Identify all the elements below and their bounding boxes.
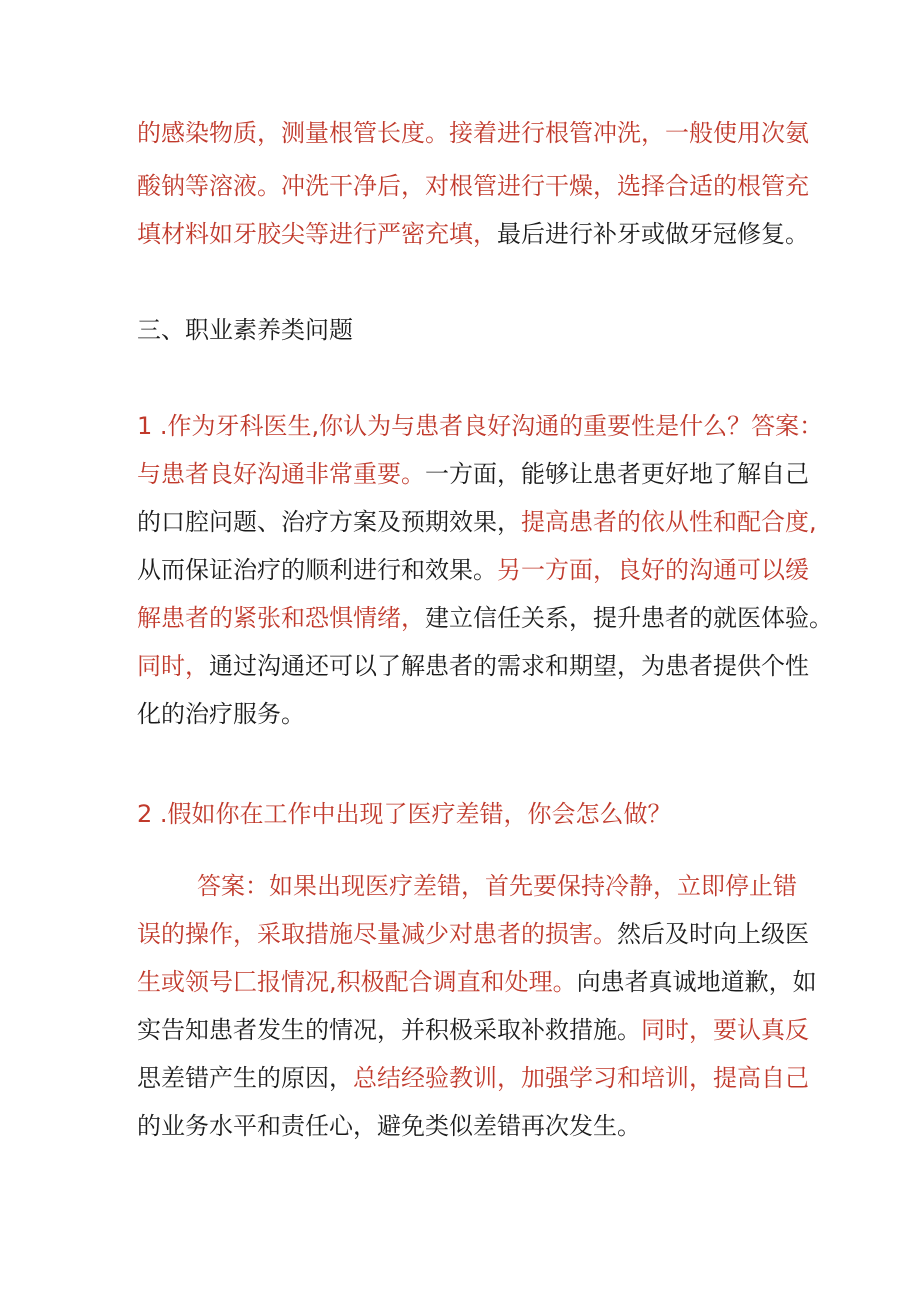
paragraph-line (137, 459, 809, 489)
paragraph-line (137, 603, 833, 633)
text-run: 的业务水平和责任心， (137, 1112, 377, 1140)
text-run: 解患者的紧张和恐惧情绪， (137, 604, 425, 632)
text-run: 通过沟通还可以了解患者的需求和期望，为患者提供个性 (209, 652, 809, 680)
text-run: 实告知患者发生的情况，并积极采取补救措施。 (137, 1016, 641, 1044)
text-run: 如果出现医疗差错，首先要保持冷静，立即停止错 (269, 872, 797, 900)
text-run: 避免类似差错再次发生。 (377, 1112, 641, 1140)
text-run: 冲洗干净后，对根管进行干燥，选择合适的根管充 (281, 172, 809, 200)
text-run: 然后及时向上级医 (617, 920, 809, 948)
text-run: 同时，要认真反 (641, 1016, 809, 1044)
question-text: 2 .假如你在工作中出现了医疗差错，你会怎么做？ (137, 800, 672, 828)
text-run: 填材料如牙胶尖等进行严密充填， (137, 220, 497, 248)
text-run: 1 .作为牙科医生,你认为与患者良好沟通的重要性是什么？答案： (137, 412, 824, 440)
text-run: 建立信任关系，提升患者的就医体验。 (425, 604, 833, 632)
question-line (137, 799, 797, 829)
text-run: 提高患者的依从性和配合度, (521, 508, 817, 536)
text-run: 向患者真诚地道歉，如 (576, 968, 817, 996)
text-run: 思差错产生的原因， (137, 1064, 353, 1092)
paragraph-line (137, 219, 809, 249)
text-run: 一方面，能够让患者更好地了解自己 (425, 460, 809, 488)
text-run: 与患者良好沟通非常重要。 (137, 460, 425, 488)
paragraph-line (137, 171, 809, 201)
paragraph-line (137, 967, 817, 997)
paragraph-line (137, 919, 809, 949)
paragraph-line (137, 651, 809, 681)
section-heading (137, 315, 797, 345)
text-run: 答案： (197, 872, 269, 900)
text-run: 的口腔问题、治疗方案及预期效果， (137, 508, 521, 536)
text-run: 酸钠等溶液。 (137, 172, 281, 200)
paragraph-line (137, 507, 817, 537)
text-run: 总结经验教训，加强学习和培训，提高自己 (353, 1064, 809, 1092)
paragraph-line (137, 411, 824, 441)
text-run: 测量根管长度。接着进行根管冲洗，一般使用次氨 (281, 119, 809, 147)
paragraph-line (137, 1015, 809, 1045)
paragraph-line (197, 871, 857, 901)
paragraph-line (137, 118, 809, 148)
paragraph-line (137, 1063, 809, 1093)
text-run: 最后进行补牙或做牙冠修复。 (497, 220, 809, 248)
text-run: 同时， (137, 652, 209, 680)
text-run: 化的治疗服务。 (137, 700, 305, 728)
text-run: 生或领号匚报情况,积极配合调直和处理。 (137, 968, 577, 996)
text-run: 另一方面，良好的沟通可以缓 (497, 556, 809, 584)
heading-text: 三、职业素养类问题 (137, 316, 353, 344)
text-run: 误的操作，采取措施尽量减少对患者的损害。 (137, 920, 617, 948)
paragraph-line (137, 555, 809, 585)
paragraph-line (137, 699, 797, 729)
text-run: 从而保证治疗的顺利进行和效果。 (137, 556, 497, 584)
text-run: 的感染物质， (137, 119, 281, 147)
paragraph-line (137, 1111, 797, 1141)
